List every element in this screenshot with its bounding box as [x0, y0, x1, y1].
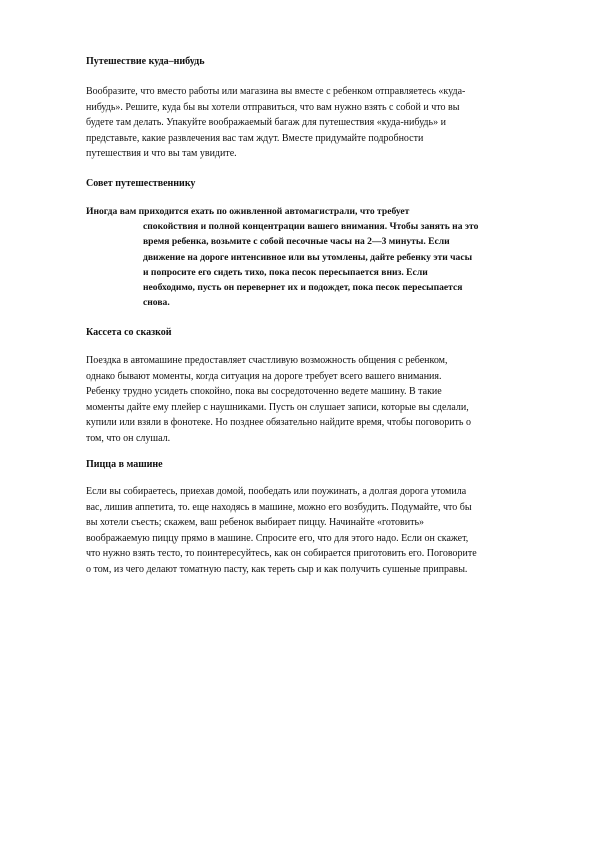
paragraph-line: снова. [143, 297, 170, 309]
paragraph-line: нибудь». Решите, куда бы вы хотели отправиться, что вам нужно взять с собой и что вы [86, 101, 460, 113]
paragraph-cassette [86, 353, 548, 447]
paragraph-line: путешествия и что вы там увидите. [86, 148, 237, 160]
paragraph-line: необходимо, пусть он перевернет их и подождет, пока песок пересыпается [143, 282, 463, 294]
paragraph-line: купили или взяли в фонотеке. Но позднее обязательно найдите время, чтобы поговорить о [86, 417, 471, 429]
paragraph-line: представьте, какие развлечения вас там ждут. Вместе придумайте подробности [86, 132, 424, 144]
paragraph-line: будете там делать. Упакуйте воображаемый багаж для путешествия «куда-нибудь» и [86, 117, 446, 129]
paragraph-line: что нужно взять тесто, то поинтересуйтесь, как он собирается приготовить его. Поговорите [86, 548, 477, 560]
paragraph-pizza [86, 484, 548, 578]
paragraph-line: том, что он слушал. [86, 432, 171, 444]
paragraph-line: Вообразите, что вместо работы или магазина вы вместе с ребенком отправляетесь «куда- [86, 86, 466, 97]
paragraph-line: движение на дороге интенсивное или вы утомлены, дайте ребенку эти часы [143, 251, 473, 263]
paragraph-line: вы хотели съесть; скажем, ваш ребенок выбирает пиццу. Начинайте «готовить» [86, 517, 425, 529]
paragraph-line: Если вы собираетесь, приехав домой, пообедать или поужинать, а долгая дорога утомила [86, 486, 467, 497]
paragraph-line: однако бывают моменты, когда ситуация на дороге требует всего вашего внимания. [86, 370, 442, 382]
paragraph-line: Иногда вам приходится ехать по оживленной автомагистрали, что требует [86, 206, 410, 217]
paragraph-trip [86, 84, 548, 162]
paragraph-line: время ребенка, возьмите с собой песочные часы на 2—3 минуты. Если [143, 236, 450, 248]
paragraph-line: и попросите его сидеть тихо, пока песок пересыпается вниз. Если [143, 266, 428, 278]
paragraph-line: Поездка в автомашине предоставляет счастливую возможность общения с ребенком, [86, 355, 448, 366]
paragraph-line: моменты дайте ему плейер с наушниками. Пусть он слушает записи, которые вы сделали, [86, 401, 469, 413]
paragraph-line: спокойствия и полной концентрации вашего внимания. Чтобы занять на это [143, 221, 479, 233]
section-heading-trip: Путешествие куда–нибудь [86, 56, 205, 67]
section-heading-cassette: Кассета со сказкой [86, 327, 172, 338]
paragraph-line: воображаемую пиццу прямо в машине. Спросите его, что для этого надо. Если он скажет, [86, 532, 469, 544]
paragraph-line: вас, лишив аппетита, то. еще находясь в машине, можно его возбудить. Подумайте, что бы [86, 501, 472, 513]
section-heading-advice: Совет путешественнику [86, 178, 196, 189]
paragraph-line: Ребенку трудно усидеть спокойно, пока вы сосредоточенно ведете машину. В такие [86, 386, 442, 398]
section-heading-pizza: Пицца в машине [86, 459, 163, 470]
paragraph-advice [86, 204, 548, 310]
paragraph-line: о том, из чего делают томатную пасту, как тереть сыр и как получить сушеные приправы. [86, 563, 468, 575]
